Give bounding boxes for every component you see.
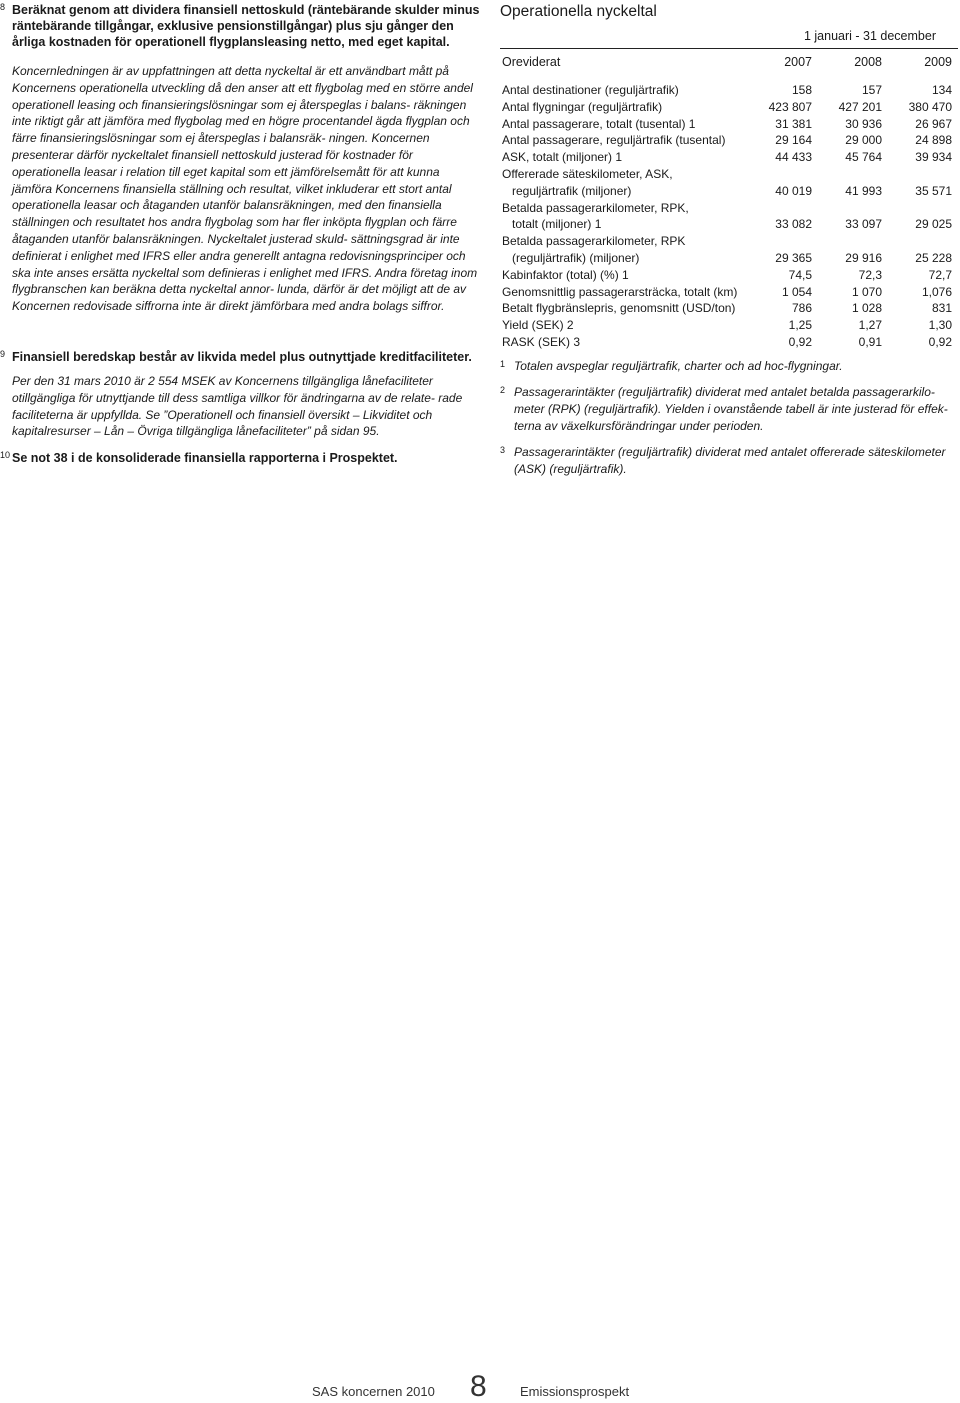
value-2008: 0,91 bbox=[858, 334, 882, 349]
value-2007: 423 807 bbox=[768, 99, 812, 114]
value-2007: 0,92 bbox=[788, 334, 812, 349]
row-label-line: Antal passagerare, reguljärtrafik (tusental) bbox=[502, 133, 726, 148]
row-label-line: reguljärtrafik (miljoner) bbox=[512, 183, 632, 198]
value-2008: 33 097 bbox=[845, 217, 882, 232]
row-label-line: Betalda passagerarkilometer, RPK, bbox=[502, 200, 689, 215]
value-2007: 29 365 bbox=[775, 250, 812, 265]
table-note bbox=[500, 444, 958, 478]
value-2009: 0,92 bbox=[928, 334, 952, 349]
header-year-2009: 2009 bbox=[924, 55, 952, 69]
footnote-8 bbox=[0, 2, 482, 315]
note-number: 2 bbox=[500, 385, 506, 395]
footnote-9 bbox=[0, 349, 482, 440]
value-2008: 30 936 bbox=[845, 116, 882, 131]
page-footer bbox=[0, 1372, 960, 1402]
table-row bbox=[500, 233, 958, 267]
row-label-line: totalt (miljoner) 1 bbox=[512, 217, 602, 232]
row-label-line: Yield (SEK) 2 bbox=[502, 318, 574, 333]
value-2008: 45 764 bbox=[845, 150, 882, 165]
row-label-line: Antal passagerare, totalt (tusental) 1 bbox=[502, 116, 696, 131]
table-row bbox=[500, 284, 958, 301]
footer-publisher: SAS koncernen 2010 bbox=[312, 1384, 435, 1399]
footnote-heading: Se not 38 i de konsoliderade finansiella rapporterna i Prospektet. bbox=[12, 451, 398, 465]
value-2009: 1,30 bbox=[928, 318, 952, 333]
value-2009: 831 bbox=[931, 301, 952, 316]
footnote-10 bbox=[0, 450, 482, 466]
section-title: Operationella nyckeltal bbox=[500, 3, 657, 20]
note-number: 3 bbox=[500, 445, 506, 455]
note-text: Passagerarintäkter (reguljärtrafik) dividerat med antalet offererade säteskilometer (ASK) (reguljärtrafik). bbox=[514, 445, 946, 476]
table-notes bbox=[500, 358, 958, 487]
value-2007: 74,5 bbox=[788, 267, 812, 282]
header-rule bbox=[500, 48, 958, 49]
value-2007: 33 082 bbox=[775, 217, 812, 232]
table-row bbox=[500, 116, 958, 133]
value-2008: 157 bbox=[861, 83, 882, 97]
table-note bbox=[500, 358, 958, 375]
value-2007: 1,25 bbox=[788, 318, 812, 333]
value-2007: 31 381 bbox=[775, 116, 812, 131]
table-row bbox=[500, 82, 958, 99]
footnote-number: 8 bbox=[0, 2, 6, 12]
table-row bbox=[500, 166, 958, 200]
footnote-body: Koncernledningen är av uppfattningen att detta nyckeltal är ett användbart mått på Koncernens operationella utveckling då den anser att ett flygbolag med en större andel operationell leasing och finansieringslösningar som ej återspeglas i balans- räkningen inte riktigt går att jämföra med flygbolag med en högre procentandel ägda flygplan och färre finansieringslösningar som ej återspeglas i balansräk- ningen. Koncernen presenterar därför nyckeltalet finansiell nettoskuld justerad för kostnader för operationella leasar i relation till eget kapital som ett jämförelsemått för att kunna jämföra Koncernens finansiella ställning och resultat, vilket inkluderar ett stort antal operationella leasar och åtaganden utanför balansräkningen, med den finansiella ställningen och resultatet hos andra flygbolag som har fler inköpta flygplan och färre åtaganden utanför balansräkningen. Nyckeltalet justerad skuld- sättningsgrad är inte definierat i enlighet med IFRS eller andra generellt antagna redovisningsprinciper och ska inte anses ersätta nyckeltal som definieras i enlighet med IFRS. Andra företag inom flygbranschen kan beräkna detta nyckeltal annor- lunda, därför är det möjligt att de av Koncernen redovisade siffrorna inte är direkt jämförbara med andra bolags siffror. bbox=[12, 64, 478, 314]
footnote-number: 10 bbox=[0, 450, 11, 460]
footer-document: Emissionsprospekt bbox=[520, 1384, 630, 1399]
value-2007: 1 054 bbox=[781, 284, 812, 299]
value-2009: 29 025 bbox=[915, 217, 952, 232]
row-label-line: Antal flygningar (reguljärtrafik) bbox=[502, 99, 663, 114]
value-2007: 786 bbox=[791, 301, 812, 316]
value-2009: 39 934 bbox=[915, 150, 952, 165]
value-2009: 134 bbox=[931, 83, 952, 97]
value-2007: 29 164 bbox=[775, 133, 812, 148]
footnote-number: 9 bbox=[0, 349, 6, 359]
header-label: Oreviderat bbox=[502, 55, 561, 69]
row-label-line: Antal destinationer (reguljärtrafik) bbox=[502, 83, 679, 97]
value-2007: 44 433 bbox=[775, 150, 812, 165]
value-2009: 72,7 bbox=[928, 267, 952, 282]
value-2008: 41 993 bbox=[845, 183, 882, 198]
metrics-table bbox=[500, 82, 958, 351]
value-2009: 25 228 bbox=[915, 250, 952, 265]
row-label-line: Genomsnittlig passagerarsträcka, totalt (km) bbox=[502, 284, 738, 299]
footnote-heading: Finansiell beredskap består av likvida medel plus outnyttjade kreditfaciliteter. bbox=[12, 350, 472, 364]
row-label-line: (reguljärtrafik) (miljoner) bbox=[512, 250, 640, 265]
value-2009: 380 470 bbox=[908, 99, 952, 114]
value-2008: 1 028 bbox=[851, 301, 882, 316]
table-header bbox=[500, 55, 958, 73]
note-text: Passagerarintäkter (reguljärtrafik) dividerat med antalet betalda passagerarkilo- meter (RPK) (reguljärtrafik). Yielden i ovanstående tabell är inte justerad för effek- terna av växelkursförändringar under perioden. bbox=[514, 385, 948, 433]
note-text: Totalen avspeglar reguljärtrafik, charter och ad hoc-flygningar. bbox=[514, 359, 843, 373]
row-label-line: RASK (SEK) 3 bbox=[502, 334, 581, 349]
footnote-heading: Beräknat genom att dividera finansiell nettoskuld (räntebärande skulder minus räntebärande tillgångar, exklusive pensionstillgångar) plus sju gånger den årliga kostnaden för operationell flygplansleasing netto, med eget kapital. bbox=[12, 3, 480, 49]
table-row bbox=[500, 334, 958, 351]
row-label-line: Offererade säteskilometer, ASK, bbox=[502, 166, 673, 181]
row-label-line: Betalda passagerarkilometer, RPK bbox=[502, 234, 686, 249]
table-row bbox=[500, 267, 958, 284]
page-number: 8 bbox=[470, 1370, 487, 1403]
table-row bbox=[500, 99, 958, 116]
footnote-body: Per den 31 mars 2010 är 2 554 MSEK av Koncernens tillgängliga lånefaciliteter otillgängliga för utnyttjande till dess samtliga villkor för ändringarna av de relate- rade faciliteterna är uppfyllda. Se ”Operationell och finansiell översikt – Likviditet och kapitalresurser – Lån – Övriga tillgängliga lånefaciliteter” på sidan 95. bbox=[12, 374, 463, 439]
row-label-line: Kabinfaktor (total) (%) 1 bbox=[502, 267, 629, 282]
value-2007: 158 bbox=[791, 83, 812, 97]
table-row bbox=[500, 149, 958, 166]
value-2008: 427 201 bbox=[838, 99, 882, 114]
period-label: 1 januari - 31 december bbox=[803, 29, 936, 43]
row-label-line: ASK, totalt (miljoner) 1 bbox=[502, 150, 623, 165]
table-row bbox=[500, 200, 958, 234]
header-year-2007: 2007 bbox=[784, 55, 812, 69]
value-2008: 29 000 bbox=[845, 133, 882, 148]
table-note bbox=[500, 384, 958, 435]
header-year-2008: 2008 bbox=[854, 55, 882, 69]
value-2009: 26 967 bbox=[915, 116, 952, 131]
note-number: 1 bbox=[500, 359, 506, 369]
table-row bbox=[500, 317, 958, 334]
value-2008: 72,3 bbox=[858, 267, 882, 282]
value-2009: 24 898 bbox=[915, 133, 952, 148]
value-2008: 1 070 bbox=[851, 284, 882, 299]
value-2009: 35 571 bbox=[915, 183, 952, 198]
value-2007: 40 019 bbox=[775, 183, 812, 198]
table-row bbox=[500, 300, 958, 317]
value-2008: 29 916 bbox=[845, 250, 882, 265]
row-label-line: Betalt flygbränslepris, genomsnitt (USD/ton) bbox=[502, 301, 736, 316]
table-row bbox=[500, 132, 958, 149]
value-2009: 1,076 bbox=[921, 284, 952, 299]
value-2008: 1,27 bbox=[858, 318, 882, 333]
